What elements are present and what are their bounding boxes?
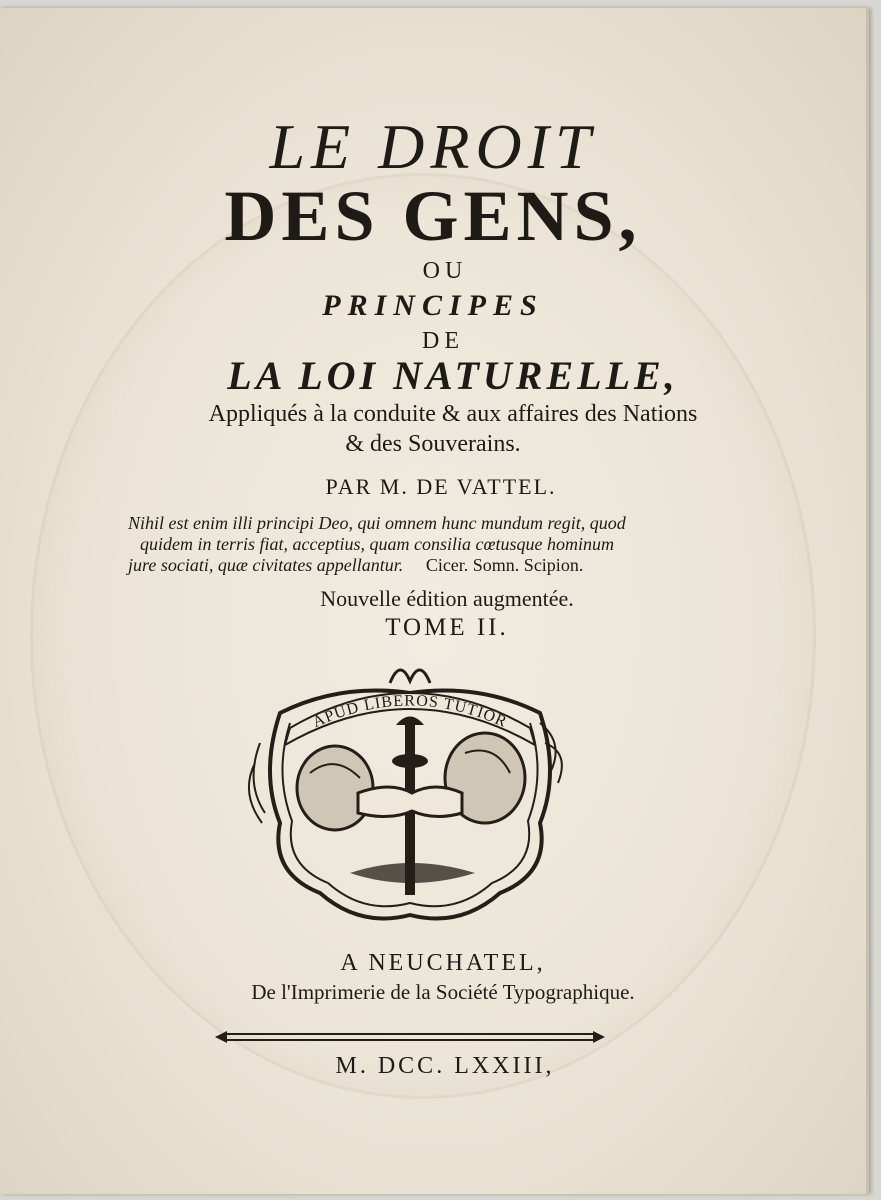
epigraph-source: Cicer. Somn. Scipion. — [425, 555, 584, 575]
tome-line: TOME II. — [385, 614, 509, 641]
cloud-left — [297, 746, 373, 830]
edition-line: Nouvelle édition augmentée. — [320, 586, 574, 611]
author-line: PAR M. DE VATTEL. — [325, 474, 557, 499]
preposition-de: DE — [422, 328, 464, 354]
conjunction-ou: OU — [422, 258, 468, 284]
epigraph-line-3 — [128, 555, 728, 576]
staff-knob — [392, 754, 428, 768]
title-line-2: DES GENS, — [224, 176, 642, 256]
title-page — [0, 8, 869, 1194]
imprint-year: M. DCC. LXXIII, — [335, 1053, 555, 1079]
subtitle-principes: PRINCIPES — [322, 289, 544, 322]
epigraph-line-1: Nihil est enim illi principi Deo, qui omnem hunc mundum regit, quod — [128, 513, 626, 533]
ornamental-rule — [215, 1028, 605, 1046]
epigraph-text: jure sociati, quæ civitates appellantur. — [128, 555, 404, 575]
vignette-motto-path: APUD LIBEROS TUTIOR — [310, 692, 510, 732]
ground-mound — [350, 863, 475, 883]
foliage-top — [390, 670, 430, 683]
subtitle-applies: Appliqués à la conduite & aux affaires des Nations — [208, 401, 698, 427]
clasped-hands — [358, 787, 462, 817]
title-line-1: LE DROIT — [269, 111, 597, 182]
epigraph-line-2: quidem in terris fiat, acceptius, quam consilia cœtusque hominum — [140, 534, 614, 554]
imprint-printer: De l'Imprimerie de la Société Typographique. — [251, 980, 635, 1004]
imprint-place: A NEUCHATEL, — [340, 950, 546, 976]
subtitle-loi-naturelle: LA LOI NATURELLE, — [227, 353, 679, 398]
staff-cap — [396, 717, 424, 726]
printer-vignette — [240, 653, 580, 943]
subtitle-souverains: & des Souverains. — [345, 431, 521, 457]
foliage-left — [249, 743, 265, 823]
